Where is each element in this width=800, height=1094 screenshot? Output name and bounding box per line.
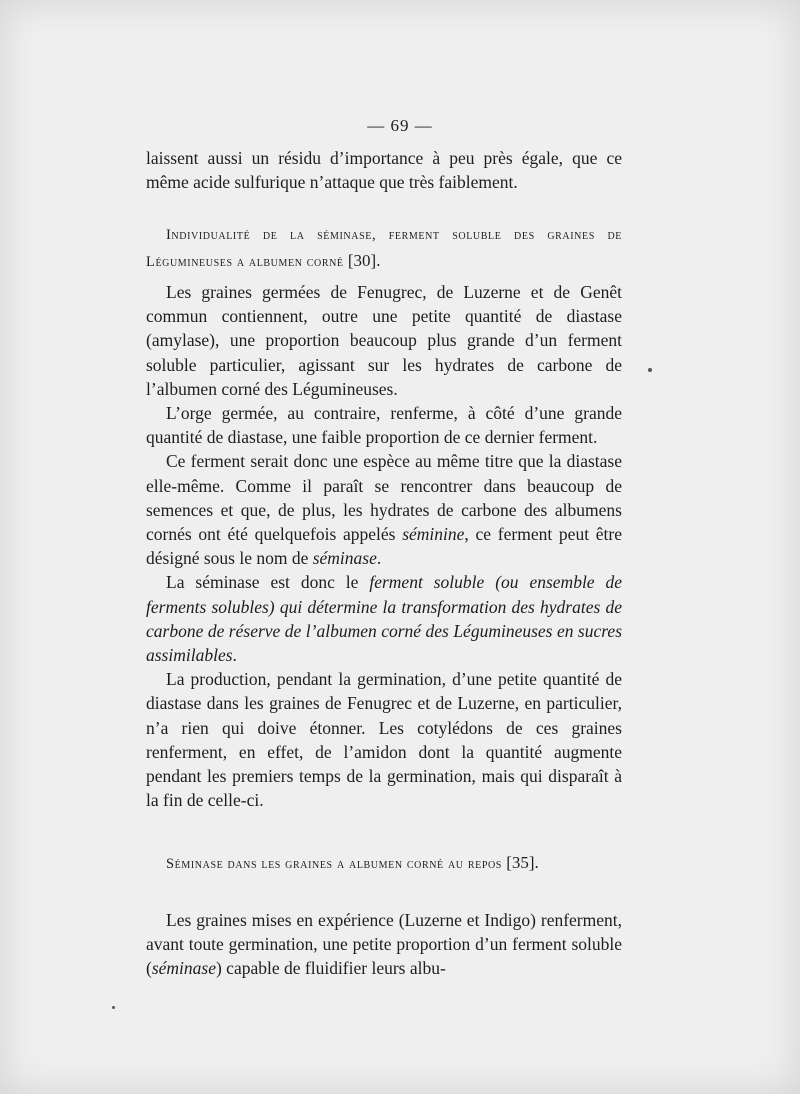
term-seminase: séminase — [151, 958, 216, 979]
paragraph-barley: L’orge germée, au contraire, renferme, à côté d’une grande quantité de diastase, une faible proportion de ce dernier ferment. — [146, 403, 622, 448]
print-speck — [112, 1006, 115, 1009]
section-heading-text: Individualité de la séminase, ferment soluble des graines de Légumineuses a albumen corné — [146, 227, 622, 270]
section-heading-seminase-individuality — [146, 222, 622, 275]
print-speck — [648, 368, 652, 372]
section-body-seminase — [146, 280, 622, 812]
paragraph-seminase-definition: La séminase est donc le ferment soluble (ou ensemble de ferments solubles) qui détermine la transformation des hydrates de carbone de réserve de l’albumen corné des Légumineuses en sucres assimilables. — [146, 572, 623, 666]
continuation-paragraph: laissent aussi un résidu d’importance à peu près égale, que ce même acide sulfurique n’attaque que très faiblement. — [146, 148, 622, 193]
paragraph-ferment-species: Ce ferment serait donc une espèce au même titre que la diastase elle-même. Comme il paraît se rencontrer dans beaucoup de semences et que, de plus, les hydrates de carbone des albumens cornés ont été quelquefois appelés séminine, ce ferment peut être désigné sous le nom de séminase. — [146, 451, 623, 569]
paragraph-experiment-seeds: Les graines mises en expérience (Luzerne et Indigo) renferment, avant toute germination, une petite proportion d’un ferment soluble (séminase) capable de fluidifier leurs albu- — [146, 910, 622, 979]
section-heading-reference: [30]. — [347, 251, 381, 270]
continuation-block — [146, 146, 622, 194]
paragraph-diastase-production: La production, pendant la germination, d’une petite quantité de diastase dans les graines de Fenugrec et de Luzerne, en particulier, n’a rien qui doive étonner. Les cotylédons de ces graines renferment, en effet, de l’amidon dont la quantité augmente pendant les premiers temps de la germination, mais qui disparaît à la fin de celle-ci. — [146, 669, 622, 811]
paragraph-germinated-seeds: Les graines germées de Fenugrec, de Luzerne et de Genêt commun contiennent, outre une petite quantité de diastase (amylase), une proportion beaucoup plus grande d’un ferment soluble particulier, agissant sur les hydrates de carbone de l’albumen corné des Légumineuses. — [146, 282, 622, 399]
page-number: — 69 — — [367, 116, 433, 135]
section-body-resting-seeds — [146, 908, 622, 981]
term-seminine: séminine — [402, 524, 465, 545]
section-heading-text: Séminase dans les graines a albumen corné au repos — [166, 856, 502, 872]
section-heading-resting-seeds — [146, 850, 622, 877]
section-heading-reference: [35]. — [506, 853, 539, 872]
term-seminase: séminase — [312, 548, 377, 569]
definition-italic: ferment soluble (ou ensemble de ferments solubles) qui détermine la transformation des hydrates de carbone de réserve de l’albumen corné des Légumineuses en sucres assimilables — [146, 572, 623, 666]
